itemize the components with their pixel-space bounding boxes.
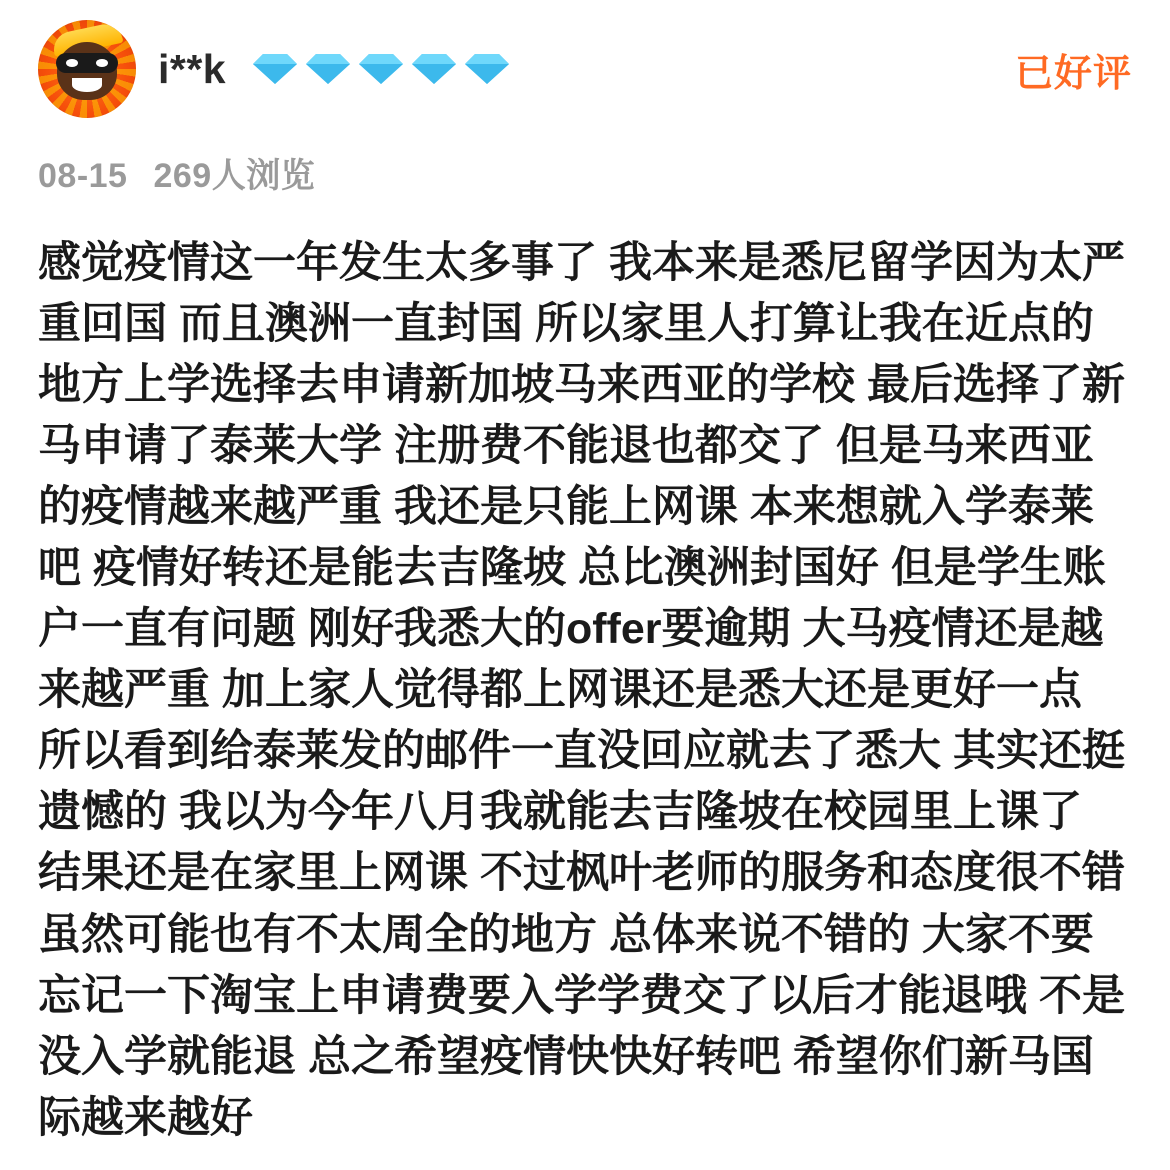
review-views: 269人浏览 [153,157,316,195]
diamond-icon [358,52,404,86]
review-header [38,0,1132,130]
avatar[interactable] [38,20,136,118]
diamond-icon [252,52,298,86]
avatar-mask-icon [56,53,118,73]
status-badge: 已好评 [1014,52,1132,95]
diamond-icon [411,52,457,86]
diamond-icon [464,52,510,86]
review-date: 08-15 [38,157,128,195]
avatar-eye-left-icon [66,59,78,67]
review-meta [38,148,1132,197]
avatar-eye-right-icon [96,59,108,67]
diamond-icon [305,52,351,86]
rating [252,52,510,86]
username: i**k [158,45,227,92]
avatar-smile-icon [72,78,102,92]
review-content: 感觉疫情这一年发生太多事了 我本来是悉尼留学因为太严重回国 而且澳洲一直封国 所以家里人打算让我在近点的地方上学选择去申请新加坡马来西亚的学校 最后选择了新马申请了泰莱大学 注册费不能退也都交了 但是马来西亚的疫情越来越严重 我还是只能上网课 本来想就入学泰莱吧 疫情好转还是能去吉隆坡 总比澳洲封国好 但是学生账户一直有问题 刚好我悉大的offer要逾期 大马疫情还是越来越严重 加上家人觉得都上网课还是悉大还是更好一点 所以看到给泰莱发的邮件一直没回应就去了悉大 其实还挺遗憾的 我以为今年八月我就能去吉隆坡在校园里上课了 结果还是在家里上网课 不过枫叶老师的服务和态度很不错 虽然可能也有不太周全的地方 总体来说不错的 大家不要忘记一下淘宝上申请费要入学学费交了以后才能退哦 不是没入学就能退 总之希望疫情快快好转吧 希望你们新马国际越来越好 [38,239,1137,1142]
